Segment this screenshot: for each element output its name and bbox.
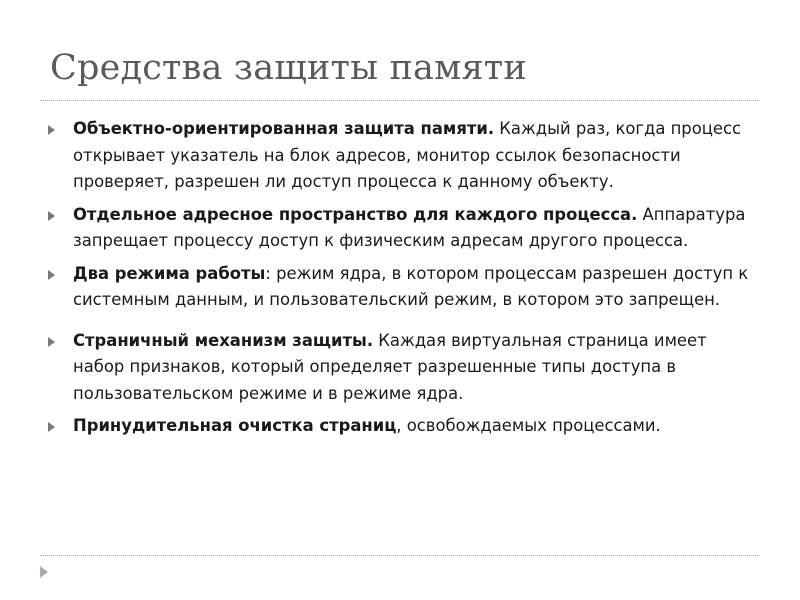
bullet-item xyxy=(0,328,800,408)
bullet-lead: Страничный механизм защиты. xyxy=(73,330,374,350)
triangle-bullet-icon xyxy=(48,422,55,432)
bullet-item xyxy=(0,413,800,440)
bullet-lead: Отдельное адресное пространство для каждого процесса. xyxy=(73,204,638,224)
slide-title: Средства защиты памяти xyxy=(50,48,527,88)
bullet-text: Каждая виртуальная страница имеет набор признаков, который определяет разрешенные типы доступа в пользовательском режиме и в режиме ядра. xyxy=(73,330,707,403)
bullet-text: Аппаратура запрещает процессу доступ к физическим адресам другого процесса. xyxy=(73,204,746,250)
bullet-lead: Объектно-ориентированная защита памяти. xyxy=(73,119,495,138)
bullet-lead: Два режима работы xyxy=(73,263,266,283)
bullet-text: , освобождаемых процессами. xyxy=(396,416,661,435)
triangle-corner-icon xyxy=(40,566,48,578)
bullet-list xyxy=(0,116,800,440)
triangle-bullet-icon xyxy=(48,211,55,221)
bullet-lead: Принудительная очистка страниц xyxy=(73,416,397,435)
bullet-item xyxy=(0,202,800,255)
bullet-item xyxy=(0,261,800,314)
footer-divider xyxy=(40,555,760,556)
triangle-bullet-icon xyxy=(48,337,55,347)
title-divider xyxy=(40,100,760,101)
bullet-text: : режим ядра, в котором процессам разрешен доступ к системным данным, и пользовательский режим, в котором это запрещен. xyxy=(73,263,749,309)
triangle-bullet-icon xyxy=(48,270,55,280)
bullet-text: Каждый раз, когда процесс открывает указатель на блок адресов, монитор ссылок безопасности проверяет, разрешен ли доступ процесса к данному объекту. xyxy=(73,119,741,191)
triangle-bullet-icon xyxy=(48,125,55,135)
bullet-item xyxy=(0,116,800,196)
